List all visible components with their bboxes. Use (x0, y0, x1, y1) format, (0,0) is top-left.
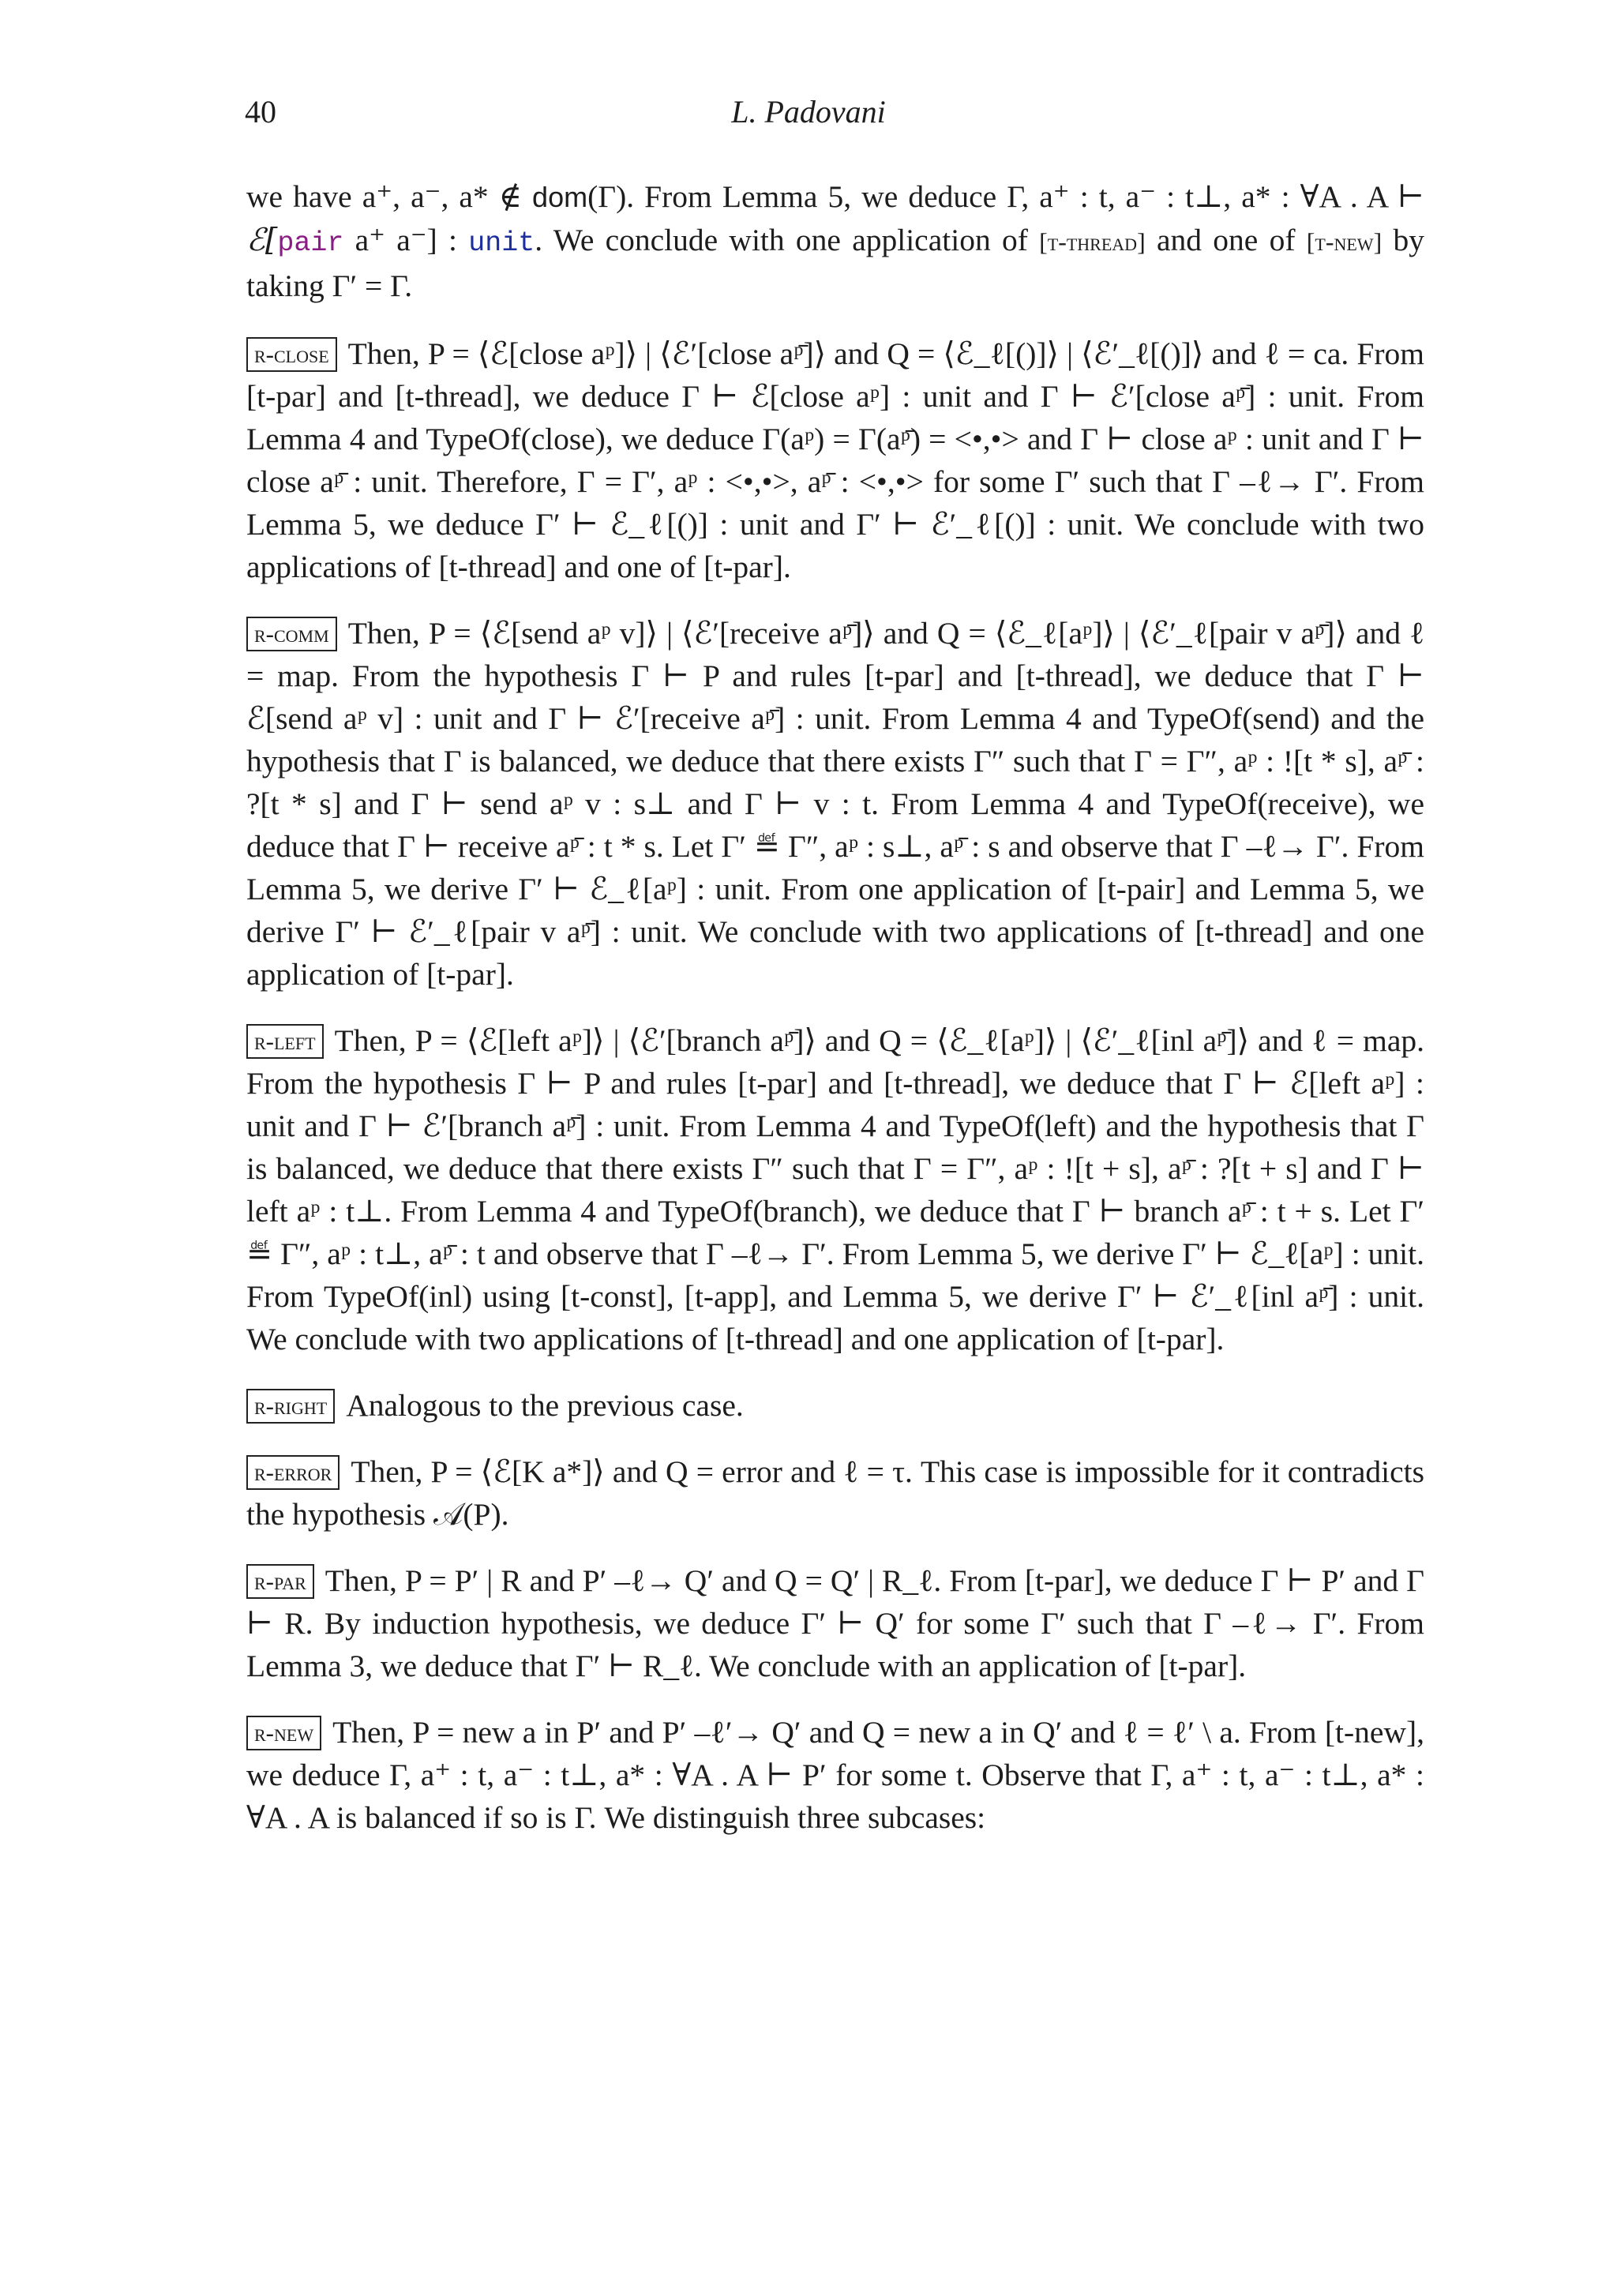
text-run: , a* : ∀A . A ⊢ (1223, 179, 1424, 214)
keyword-unit: unit (468, 227, 535, 259)
case-r-close (246, 332, 1424, 588)
case-r-new (246, 1711, 1424, 1839)
text-run: (Γ). From Lemma 5, we deduce Γ, a⁺ : t, a⁻ : t (587, 179, 1195, 214)
perp-symbol: ⊥ (1194, 179, 1224, 214)
rule-label-r-comm: r-comm (246, 617, 337, 651)
text-run: . We conclude with one application of (535, 223, 1040, 257)
running-author: L. Padovani (731, 94, 886, 129)
rule-ref-t-thread: [t-thread] (1039, 227, 1146, 256)
dom-function: dom (532, 181, 588, 213)
proof-body (246, 175, 1424, 1863)
rule-label-r-error: r-error (246, 1455, 340, 1490)
text-run: a⁺ a⁻] : (343, 223, 469, 257)
page-header (245, 93, 1372, 137)
rule-label-r-par: r-par (246, 1564, 314, 1599)
case-text: Then, P = new a in P′ and P′ –ℓ′→ Q′ and Q = new a in Q′ and ℓ = ℓ′ \ a. From [t-new], we deduce Γ, a⁺ : t, a⁻ : t⊥, a* : ∀A . A ⊢ P′ for some t. Observe that Γ, a⁺ : t, a⁻ : t⊥, a* : ∀A . A is balanced if so is Γ. We distinguish three subcases: (246, 1715, 1424, 1835)
case-text: Then, P = ⟨ℰ[send aᵖ v]⟩ | ⟨ℰ′[receive aᵖ̄]⟩ and Q = ⟨ℰ_ℓ[aᵖ]⟩ | ⟨ℰ′_ℓ[pair v aᵖ̄]⟩ and ℓ = map. From the hypothesis Γ ⊢ P and rules [t-par] and [t-thread], we deduce that Γ ⊢ ℰ[send aᵖ v] : unit and Γ ⊢ ℰ′[receive aᵖ̄] : unit. From Lemma 4 and TypeOf(send) and the hypothesis that Γ is balanced, we deduce that there exists Γ″ such that Γ = Γ″, aᵖ : ![t * s], aᵖ̄ : ?[t * s] and Γ ⊢ send aᵖ v : s⊥ and Γ ⊢ v : t. From Lemma 4 and TypeOf(receive), we deduce that Γ ⊢ receive aᵖ̄ : t * s. Let Γ′ ≝ Γ″, aᵖ : s⊥, aᵖ̄ : s and observe that Γ –ℓ→ Γ′. From Lemma 5, we derive Γ′ ⊢ ℰ_ℓ[aᵖ] : unit. From one application of [t-pair] and Lemma 5, we derive Γ′ ⊢ ℰ′_ℓ[pair v aᵖ̄] : unit. We conclude with two applications of [t-thread] and one application of [t-par]. (246, 616, 1424, 992)
rule-label-r-right: r-right (246, 1389, 335, 1424)
text-run: ⁺, a⁻, a* ∉ (376, 179, 533, 214)
rule-label-r-close: r-close (246, 337, 337, 372)
case-text: Then, P = ⟨ℰ[K a*]⟩ and Q = error and ℓ = τ. This case is impossible for it contradicts the hypothesis 𝒜(P). (246, 1454, 1424, 1532)
rule-ref-t-new: [t-new] (1306, 227, 1383, 256)
case-r-right (246, 1384, 1424, 1427)
text-run: and one of (1145, 223, 1307, 257)
case-text: Then, P = P′ | R and P′ –ℓ→ Q′ and Q = Q′ | R_ℓ. From [t-par], we deduce Γ ⊢ P′ and Γ ⊢ R. By induction hypothesis, we deduce Γ′ ⊢ Q′ for some Γ′ such that Γ –ℓ→ Γ′. From Lemma 3, we deduce that Γ′ ⊢ R_ℓ. We conclude with an application of [t-par]. (246, 1563, 1424, 1683)
case-r-par (246, 1559, 1424, 1687)
text-run: by taking Γ′ = Γ. (246, 223, 1424, 303)
rule-label-r-new: r-new (246, 1716, 321, 1750)
case-r-comm (246, 612, 1424, 996)
rule-label-r-left: r-left (246, 1024, 324, 1059)
page-number: 40 (245, 94, 276, 129)
case-r-error (246, 1450, 1424, 1536)
case-r-left (246, 1019, 1424, 1360)
intro-paragraph (246, 175, 1424, 307)
context-symbol: ℰ[ (246, 222, 278, 258)
keyword-pair: pair (277, 227, 344, 259)
case-text: Then, P = ⟨ℰ[left aᵖ]⟩ | ⟨ℰ′[branch aᵖ̄]⟩ and Q = ⟨ℰ_ℓ[aᵖ]⟩ | ⟨ℰ′_ℓ[inl aᵖ̄]⟩ and ℓ = map. From the hypothesis Γ ⊢ P and rules [t-par] and [t-thread], we deduce that Γ ⊢ ℰ[left aᵖ] : unit and Γ ⊢ ℰ′[branch aᵖ̄] : unit. From Lemma 4 and TypeOf(left) and the hypothesis that Γ is balanced, we deduce that there exists Γ″ such that Γ = Γ″, aᵖ : ![t + s], aᵖ̄ : ?[t + s] and Γ ⊢ left aᵖ : t⊥. From Lemma 4 and TypeOf(branch), we deduce that Γ ⊢ branch aᵖ̄ : t + s. Let Γ′ ≝ Γ″, aᵖ : t⊥, aᵖ̄ : t and observe that Γ –ℓ→ Γ′. From Lemma 5, we derive Γ′ ⊢ ℰ_ℓ[aᵖ] : unit. From TypeOf(inl) using [t-const], [t-app], and Lemma 5, we derive Γ′ ⊢ ℰ′_ℓ[inl aᵖ̄] : unit. We conclude with two applications of [t-thread] and one application of [t-par]. (246, 1023, 1424, 1356)
text-run: we have a (246, 179, 377, 214)
case-text: Analogous to the previous case. (346, 1388, 744, 1423)
case-text: Then, P = ⟨ℰ[close aᵖ]⟩ | ⟨ℰ′[close aᵖ̄]⟩ and Q = ⟨ℰ_ℓ[()]⟩ | ⟨ℰ′_ℓ[()]⟩ and ℓ = ca. From [t-par] and [t-thread], we deduce Γ ⊢ ℰ[close aᵖ] : unit and Γ ⊢ ℰ′[close aᵖ̄] : unit. From Lemma 4 and TypeOf(close), we deduce Γ(aᵖ) = Γ(aᵖ̄) = <•,•> and Γ ⊢ close aᵖ : unit and Γ ⊢ close aᵖ̄ : unit. Therefore, Γ = Γ′, aᵖ : <•,•>, aᵖ̄ : <•,•> for some Γ′ such that Γ –ℓ→ Γ′. From Lemma 5, we deduce Γ′ ⊢ ℰ_ℓ[()] : unit and Γ′ ⊢ ℰ′_ℓ[()] : unit. We conclude with two applications of [t-thread] and one of [t-par]. (246, 336, 1424, 584)
